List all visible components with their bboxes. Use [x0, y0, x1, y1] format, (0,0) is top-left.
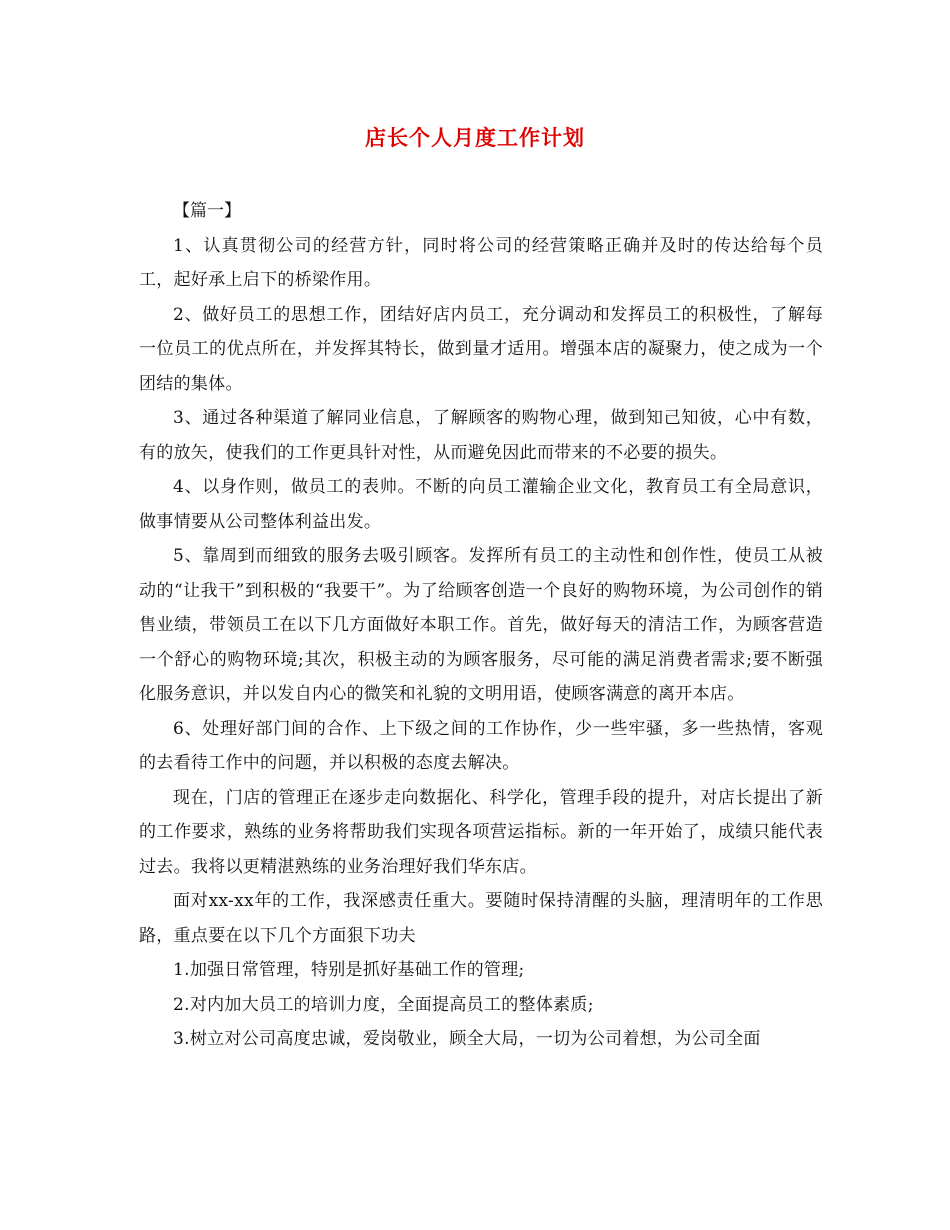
list-item: 2.对内加大员工的培训力度，全面提高员工的整体素质;: [173, 994, 594, 1015]
paragraph-6: 6、处理好部门间的合作、上下级之间的工作协作，少一些牢骚，多一些热情，客观的去看待工作中的问题，并以积极的态度去解决。: [139, 718, 823, 773]
paragraph-3: 3、通过各种渠道了解同业信息，了解顾客的购物心理，做到知己知彼，心中有数，有的放矢，使我们的工作更具针对性，从而避免因此而带来的不必要的损失。: [139, 408, 823, 463]
document-title: 店长个人月度工作计划: [365, 125, 585, 150]
list-item: 3.树立对公司高度忠诚，爱岗敬业，顾全大局，一切为公司着想，为公司全面: [173, 1029, 761, 1049]
paragraph-summary: 现在，门店的管理正在逐步走向数据化、科学化，管理手段的提升，对店长提出了新的工作要求，熟练的业务将帮助我们实现各项营运指标。新的一年开始了，成绩只能代表过去。我将以更精湛熟练的业务治理好我们华东店。: [139, 787, 823, 877]
paragraph-1: 1、认真贯彻公司的经营方针，同时将公司的经营策略正确并及时的传达给每个员工，起好承上启下的桥梁作用。: [139, 235, 823, 290]
paragraph-5: 5、靠周到而细致的服务去吸引顾客。发挥所有员工的主动性和创作性，使员工从被动的“让我干”到积极的“我要干”。为了给顾客创造一个良好的购物环境，为公司创作的销售业绩，带领员工在以下几方面做好本职工作。首先，做好每天的清洁工作，为顾客营造一个舒心的购物环境;其次，积极主动的为顾客服务，尽可能的满足消费者需求;要不断强化服务意识，并以发自内心的微笑和礼貌的文明用语，使顾客满意的离开本店。: [139, 546, 823, 704]
list-item: 1.加强日常管理，特别是抓好基础工作的管理;: [173, 960, 525, 980]
paragraph-outlook: 面对xx-xx年的工作，我深感责任重大。要随时保持清醒的头脑，理清明年的工作思路，重点要在以下几个方面狠下功夫: [139, 891, 823, 946]
paragraph-2: 2、做好员工的思想工作，团结好店内员工，充分调动和发挥员工的积极性，了解每一位员工的优点所在，并发挥其特长，做到量才适用。增强本店的凝聚力，使之成为一个团结的集体。: [139, 304, 823, 394]
document-body: [139, 194, 823, 1057]
section-tag: 【篇一】: [173, 201, 241, 221]
paragraph-4: 4、以身作则，做员工的表帅。不断的向员工灌输企业文化，教育员工有全局意识，做事情要从公司整体利益出发。: [139, 477, 823, 532]
